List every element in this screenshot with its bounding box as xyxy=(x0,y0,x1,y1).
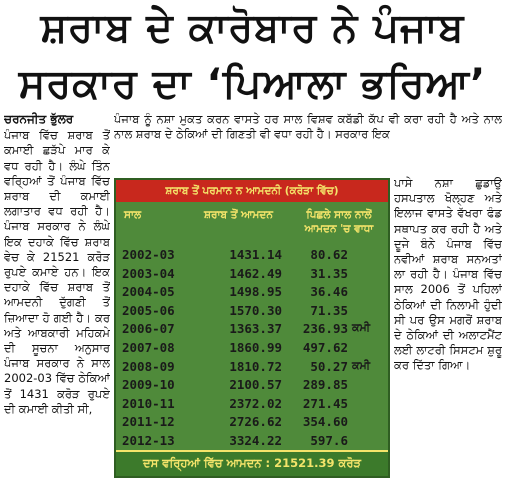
year-cell: 2010-11 xyxy=(122,395,175,411)
difference-cell: 80.62 xyxy=(310,247,348,262)
difference-cell: 50.27 xyxy=(310,358,348,374)
header-income: ਸ਼ਰਾਬ ਤੋਂ ਆਮਦਨ xyxy=(204,209,273,221)
income-cell: 1570.30 xyxy=(229,302,282,318)
table-row xyxy=(122,432,384,451)
table-row xyxy=(122,395,384,414)
decrease-tag: ਕਮੀ xyxy=(352,358,371,372)
table-body xyxy=(122,246,384,451)
table-row xyxy=(122,302,384,321)
year-cell: 2005-06 xyxy=(122,302,175,318)
table-row xyxy=(122,246,384,265)
income-cell: 2726.62 xyxy=(229,414,282,430)
difference-cell: 71.35 xyxy=(310,302,348,318)
income-cell: 1498.95 xyxy=(229,284,282,300)
difference-cell: 36.46 xyxy=(310,284,348,300)
left-column-text: ਪੰਜਾਬ ਵਿੱਚ ਸ਼ਰਾਬ ਤੋਂ ਕਮਾਈ ਛੜੱਪੇ ਮਾਰ ਕੇ ਵਧ ਰਹੀ ਹੈ। ਲੰਘੇ ਤਿੰਨ ਵਰ੍ਹਿਆਂ ਤੋਂ ਪੰਜਾਬ ਵਿੱਚ ਸ਼ਰਾਬ ਦੀ ਕਮਾਈ ਲਗਾਤਾਰ ਵਧ ਰਹੀ ਹੈ। ਪੰਜਾਬ ਸਰਕਾਰ ਨੇ ਲੰਘੇ ਇਕ ਦਹਾਕੇ ਵਿੱਚ ਸ਼ਰਾਬ ਵੇਚ ਕੇ 21521 ਕਰੋੜ ਰੁਪਏ ਕਮਾਏ ਹਨ। ਇਕ ਦਹਾਕੇ ਵਿੱਚ ਸ਼ਰਾਬ ਤੋਂ ਆਮਦਨੀ ਦੁੱਗਣੀ ਤੋਂ ਜ਼ਿਆਦਾ ਹੋ ਗਈ ਹੈ। ਕਰ ਅਤੇ ਆਬਕਾਰੀ ਮਹਿਕਮੇ ਦੀ ਸੂਚਨਾ ਅਨੁਸਾਰ ਪੰਜਾਬ ਸਰਕਾਰ ਨੇ ਸਾਲ 2002-03 ਵਿੱਚ ਠੇਕਿਆਂ ਤੋਂ 1431 ਕਰੋੜ ਰੁਪਏ ਦੀ ਕਮਾਈ ਕੀਤੀ ਸੀ, xyxy=(4,128,110,416)
year-cell: 2004-05 xyxy=(122,284,175,300)
year-cell: 2012-13 xyxy=(122,432,175,448)
income-cell: 1462.49 xyxy=(229,265,282,281)
headline-line-1: ਸ਼ਰਾਬ ਦੇ ਕਾਰੋਬਾਰ ਨੇ ਪੰਜਾਬ xyxy=(40,5,465,51)
headline-line-2: ਸਰਕਾਰ ਦਾ ‘ਪਿਆਲਾ ਭਰਿਆ’ xyxy=(18,61,487,107)
difference-cell: 497.62 xyxy=(302,339,348,355)
difference-cell: 289.85 xyxy=(302,377,348,393)
table-title: ਸ਼ਰਾਬ ਤੋਂ ਪਰਮਾਨ ਨ ਆਮਦਨੀ (ਕਰੋੜਾ ਵਿੱਚ) xyxy=(116,180,388,202)
year-cell: 2007-08 xyxy=(122,339,175,355)
table-row xyxy=(122,283,384,302)
income-cell: 1363.37 xyxy=(229,321,282,337)
year-cell: 2002-03 xyxy=(122,247,175,262)
article-top-column xyxy=(114,112,502,176)
table-row xyxy=(122,413,384,432)
table-footer-total: ਦਸ ਵਰ੍ਹਿਆਂ ਵਿੱਚ ਆਮਦਨ : 21521.39 ਕਰੋੜ xyxy=(116,450,388,476)
difference-cell: 236.93 xyxy=(302,321,348,337)
difference-cell: 271.45 xyxy=(302,395,348,411)
article-right-column xyxy=(394,176,502,498)
income-cell: 1810.72 xyxy=(229,358,282,374)
income-cell: 2372.02 xyxy=(229,395,282,411)
difference-cell: 354.60 xyxy=(302,414,348,430)
liquor-income-table xyxy=(114,178,390,478)
decrease-tag: ਕਮੀ xyxy=(352,321,371,335)
income-cell: 1860.99 xyxy=(229,339,282,355)
income-cell: 2100.57 xyxy=(229,377,282,393)
header-difference: ਪਿਛਲੇ ਸਾਲ ਨਾਲੋਂ ਆਮਦਨ 'ਚ ਵਾਧਾ xyxy=(304,209,374,235)
difference-cell: 597.6 xyxy=(310,432,348,448)
year-cell: 2009-10 xyxy=(122,377,175,393)
year-cell: 2008-09 xyxy=(122,358,175,374)
article-left-column xyxy=(4,112,110,498)
difference-cell: 31.35 xyxy=(310,265,348,281)
byline: ਚਰਨਜੀਤ ਭੁੱਲਰ xyxy=(4,112,74,126)
table-row xyxy=(122,358,384,377)
table-row xyxy=(122,265,384,284)
year-cell: 2011-12 xyxy=(122,414,175,430)
top-column-text: ਪੰਜਾਬ ਨੂੰ ਨਸ਼ਾ ਮੁਕਤ ਕਰਨ ਵਾਸਤੇ ਹਰ ਸਾਲ ਵਿਸ਼ਵ ਕਬੱਡੀ ਕੱਪ ਵੀ ਕਰਾ ਰਹੀ ਹੈ ਅਤੇ ਨਾਲ ਨਾਲ ਸ਼ਰਾਬ ਦੇ ਠੇਕਿਆਂ ਦੀ ਗਿਣਤੀ ਵੀ ਵਧਾ ਰਹੀ ਹੈ। ਸਰਕਾਰ ਇਕ xyxy=(114,112,502,142)
year-cell: 2006-07 xyxy=(122,321,175,337)
table-row xyxy=(122,320,384,339)
year-cell: 2003-04 xyxy=(122,265,175,281)
header-year: ਸਾਲ xyxy=(124,209,142,221)
table-row xyxy=(122,339,384,358)
income-cell: 1431.14 xyxy=(229,247,282,262)
right-column-text: ਪਾਸੇ ਨਸ਼ਾ ਛੁਡਾਉ ਹਸਪਤਾਲ ਖੋਲ੍ਹਣ ਅਤੇ ਇਲਾਜ ਵਾਸਤੇ ਵੱਖਰਾ ਫੰਡ ਸਥਾਪਤ ਕਰ ਰਹੀ ਹੈ ਅਤੇ ਦੂਜੇ ਬੰਨੇ ਪੰਜਾਬ ਵਿੱਚ ਨਵੀਆਂ ਸ਼ਰਾਬ ਸਨਅਤਾਂ ਲਾ ਰਹੀ ਹੈ। ਪੰਜਾਬ ਵਿੱਚ ਸਾਲ 2006 ਤੋਂ ਪਹਿਲਾਂ ਠੇਕਿਆਂ ਦੀ ਨਿਲਾਮੀ ਹੁੰਦੀ ਸੀ ਪਰ ਉਸ ਮਗਰੋਂ ਸ਼ਰਾਬ ਦੇ ਠੇਕਿਆਂ ਦੀ ਅਲਾਟਮੈਂਟ ਲਈ ਲਾਟਰੀ ਸਿਸਟਮ ਸ਼ੁਰੂ ਕਰ ਦਿੱਤਾ ਗਿਆ। xyxy=(394,176,502,373)
income-cell: 3324.22 xyxy=(229,432,282,448)
table-row xyxy=(122,376,384,395)
